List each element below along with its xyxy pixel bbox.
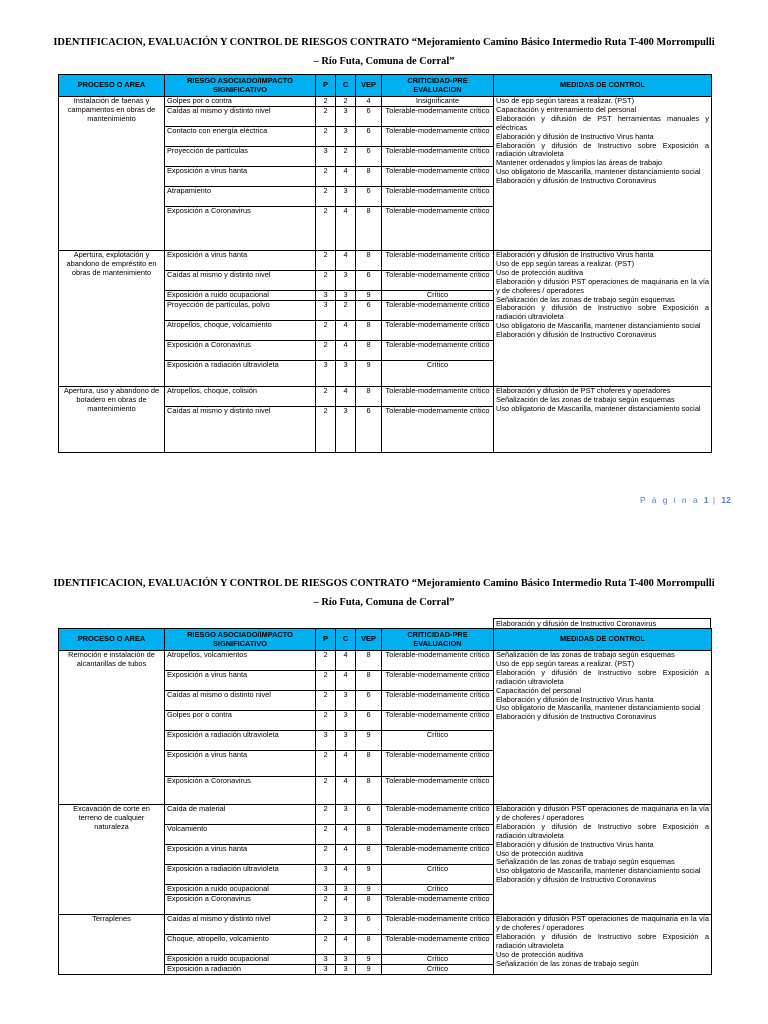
vep-cell: 6 bbox=[356, 691, 382, 711]
vep-cell: 9 bbox=[356, 291, 382, 301]
criticality-cell: Tolerable-modernamente crítico bbox=[382, 107, 494, 127]
criticality-cell: Tolerable-modernamente crítico bbox=[382, 895, 494, 915]
vep-cell: 9 bbox=[356, 865, 382, 885]
control-measures-cell bbox=[494, 251, 712, 387]
criticality-cell: Tolerable-modernamente crítico bbox=[382, 777, 494, 805]
c-cell: 4 bbox=[336, 341, 356, 361]
criticality-cell: Tolerable-modernamente crítico bbox=[382, 321, 494, 341]
p-cell: 2 bbox=[316, 651, 336, 671]
process-cell: Terraplenes bbox=[59, 915, 165, 975]
vep-cell: 6 bbox=[356, 407, 382, 453]
c-cell: 4 bbox=[336, 651, 356, 671]
risk-cell: Golpes por o contra bbox=[165, 711, 316, 731]
table-row bbox=[59, 387, 712, 407]
criticality-cell: Tolerable-modernamente crítico bbox=[382, 845, 494, 865]
page-number: P á g i n a 1 | 12 bbox=[640, 495, 731, 505]
risk-cell: Atrapamiento bbox=[165, 187, 316, 207]
header-c: C bbox=[336, 629, 356, 651]
control-measure: Uso de epp según tareas a realizar. (PST) bbox=[496, 658, 635, 668]
header-riesgo: RIESGO ASOCIADO/IMPACTO SIGNIFICATIVO bbox=[165, 75, 316, 97]
risk-cell: Atropellos, choque, volcamiento bbox=[165, 321, 316, 341]
control-measure: Elaboración y difusión de PST choferes y operadores bbox=[496, 386, 671, 395]
p-cell: 2 bbox=[316, 207, 336, 251]
criticality-cell: Tolerable-modernamente crítico bbox=[382, 825, 494, 845]
vep-cell: 9 bbox=[356, 731, 382, 751]
criticality-cell: Tolerable-modernamente crítico bbox=[382, 915, 494, 935]
c-cell: 4 bbox=[336, 751, 356, 777]
risk-cell: Caídas al mismo o distinto nivel bbox=[165, 691, 316, 711]
control-measure: Elaboración y difusión de Instructivo Coronavirus bbox=[496, 330, 657, 340]
table-row bbox=[59, 651, 712, 671]
control-measures-cell bbox=[494, 387, 712, 453]
control-measure: Elaboración y difusión PST operaciones de maquinaria en la vía y de choferes / operadores bbox=[496, 914, 709, 932]
control-measure: Elaboración y difusión de Instructivo Coronavirus bbox=[496, 176, 657, 186]
control-measure: Señalización de las zonas de trabajo según esquemas bbox=[496, 650, 675, 659]
p-cell: 2 bbox=[316, 167, 336, 187]
control-measure: Elaboración y difusión de Instructivo Virus hanta bbox=[496, 131, 654, 141]
p-cell: 2 bbox=[316, 915, 336, 935]
risk-cell: Caídas al mismo y distinto nivel bbox=[165, 407, 316, 453]
c-cell: 3 bbox=[336, 407, 356, 453]
process-cell: Remoción e instalación de alcantarillas de tubos bbox=[59, 651, 165, 805]
vep-cell: 8 bbox=[356, 341, 382, 361]
risk-cell: Atropellos, choque, colisión bbox=[165, 387, 316, 407]
vep-cell: 8 bbox=[356, 777, 382, 805]
p-cell: 3 bbox=[316, 291, 336, 301]
c-cell: 4 bbox=[336, 825, 356, 845]
header-p: P bbox=[316, 629, 336, 651]
p-cell: 3 bbox=[316, 885, 336, 895]
c-cell: 2 bbox=[336, 147, 356, 167]
c-cell: 3 bbox=[336, 271, 356, 291]
p-cell: 2 bbox=[316, 97, 336, 107]
title-line-1: IDENTIFICACION, EVALUACIÓN Y CONTROL DE RIESGOS CONTRATO “Mejoramiento Camino Básico Intermedio Ruta T-400 Morrompulli bbox=[53, 37, 715, 48]
p-cell: 3 bbox=[316, 301, 336, 321]
control-measures-cell bbox=[494, 97, 712, 251]
risk-cell: Exposición a radiación ultravioleta bbox=[165, 361, 316, 387]
p-cell: 2 bbox=[316, 671, 336, 691]
control-measure: Capacitación del personal bbox=[496, 685, 582, 695]
control-measures-cell bbox=[494, 915, 712, 975]
criticality-cell: Tolerable-modernamente crítico bbox=[382, 751, 494, 777]
risk-cell: Volcamiento bbox=[165, 825, 316, 845]
header-proceso: PROCESO O AREA bbox=[59, 75, 165, 97]
control-measure: Señalización de las zonas de trabajo según bbox=[496, 958, 639, 968]
c-cell: 3 bbox=[336, 291, 356, 301]
control-measure: Capacitación y entrenamiento del personal bbox=[496, 104, 637, 114]
header-c: C bbox=[336, 75, 356, 97]
process-cell: Excavación de corte en terreno de cualquier naturaleza bbox=[59, 805, 165, 915]
risk-cell: Exposición a Coronavirus bbox=[165, 341, 316, 361]
vep-cell: 9 bbox=[356, 955, 382, 965]
p-cell: 3 bbox=[316, 865, 336, 885]
control-measure: Uso obligatorio de Mascarilla, mantener distanciamiento social bbox=[496, 403, 701, 413]
c-cell: 4 bbox=[336, 207, 356, 251]
risk-cell: Caídas al mismo y distinto nivel bbox=[165, 915, 316, 935]
header-vep: VEP bbox=[356, 629, 382, 651]
control-measure: Elaboración y difusión PST operaciones de maquinaria en la vía y de choferes / operadores bbox=[496, 804, 709, 822]
risk-cell: Caída de material bbox=[165, 805, 316, 825]
p-cell: 2 bbox=[316, 935, 336, 955]
c-cell: 2 bbox=[336, 97, 356, 107]
risk-table-page-2 bbox=[58, 628, 712, 975]
process-cell: Instalación de faenas y campamentos en obras de mantenimiento bbox=[59, 97, 165, 251]
p-cell: 3 bbox=[316, 731, 336, 751]
control-measure: Uso obligatorio de Mascarilla, mantener distanciamiento social bbox=[496, 866, 701, 876]
control-measure: Uso obligatorio de Mascarilla, mantener distanciamiento social bbox=[496, 703, 701, 713]
vep-cell: 8 bbox=[356, 825, 382, 845]
criticality-cell: Tolerable-modernamente crítico bbox=[382, 691, 494, 711]
header-medidas: MEDIDAS DE CONTROL bbox=[494, 629, 712, 651]
table-row bbox=[59, 805, 712, 825]
control-measure: Uso de protección auditiva bbox=[496, 267, 584, 277]
risk-cell: Exposición a radiación ultravioleta bbox=[165, 865, 316, 885]
c-cell: 4 bbox=[336, 777, 356, 805]
criticality-cell: Crítico bbox=[382, 731, 494, 751]
control-measures-cell bbox=[494, 805, 712, 915]
header-p: P bbox=[316, 75, 336, 97]
vep-cell: 8 bbox=[356, 751, 382, 777]
vep-cell: 6 bbox=[356, 107, 382, 127]
c-cell: 3 bbox=[336, 805, 356, 825]
control-measure: Elaboración y difusión de Instructivo Coronavirus bbox=[496, 875, 657, 885]
p-cell: 2 bbox=[316, 691, 336, 711]
c-cell: 4 bbox=[336, 845, 356, 865]
document-title-2 bbox=[20, 574, 748, 612]
control-measure: Señalización de las zonas de trabajo según esquemas bbox=[496, 294, 675, 304]
c-cell: 3 bbox=[336, 965, 356, 975]
risk-cell: Atropellos, volcamientos bbox=[165, 651, 316, 671]
p-cell: 2 bbox=[316, 387, 336, 407]
criticality-cell: Tolerable-modernamente crítico bbox=[382, 407, 494, 453]
c-cell: 4 bbox=[336, 895, 356, 915]
vep-cell: 8 bbox=[356, 651, 382, 671]
control-measures-cell bbox=[494, 651, 712, 805]
p-cell: 2 bbox=[316, 407, 336, 453]
vep-cell: 9 bbox=[356, 885, 382, 895]
p-cell: 3 bbox=[316, 955, 336, 965]
c-cell: 3 bbox=[336, 955, 356, 965]
c-cell: 3 bbox=[336, 731, 356, 751]
table-row bbox=[59, 915, 712, 935]
criticality-cell: Tolerable-modernamente crítico bbox=[382, 711, 494, 731]
table-row bbox=[59, 97, 712, 107]
risk-table-page-1 bbox=[58, 74, 712, 453]
p-cell: 2 bbox=[316, 895, 336, 915]
criticality-cell: Crítico bbox=[382, 291, 494, 301]
criticality-cell: Crítico bbox=[382, 885, 494, 895]
header-criticidad: CRITICIDAD-PRE EVALUACION bbox=[382, 629, 494, 651]
control-measure: Elaboración y difusión de PST herramientas manuales y eléctricas bbox=[496, 113, 709, 132]
criticality-cell: Insignificante bbox=[382, 97, 494, 107]
risk-cell: Proyección de partículas bbox=[165, 147, 316, 167]
risk-cell: Exposición a radiación bbox=[165, 965, 316, 975]
risk-cell: Exposición a ruido ocupacional bbox=[165, 291, 316, 301]
criticality-cell: Tolerable-modernamente crítico bbox=[382, 207, 494, 251]
risk-cell: Exposición a Coronavirus bbox=[165, 777, 316, 805]
p-cell: 2 bbox=[316, 845, 336, 865]
c-cell: 3 bbox=[336, 361, 356, 387]
vep-cell: 6 bbox=[356, 915, 382, 935]
risk-cell: Caídas al mismo y distinto nivel bbox=[165, 271, 316, 291]
control-measure: Uso de epp según tareas a realizar. (PST) bbox=[496, 258, 635, 268]
p-cell: 3 bbox=[316, 965, 336, 975]
control-measure: Uso de epp según tareas a realizar. (PST) bbox=[496, 96, 635, 105]
risk-cell: Exposición a Coronavirus bbox=[165, 895, 316, 915]
risk-cell: Exposición a radiación ultravioleta bbox=[165, 731, 316, 751]
table-row bbox=[59, 251, 712, 271]
c-cell: 4 bbox=[336, 321, 356, 341]
risk-cell: Proyección de partículas, polvo bbox=[165, 301, 316, 321]
criticality-cell: Tolerable-modernamente crítico bbox=[382, 805, 494, 825]
criticality-cell: Crítico bbox=[382, 965, 494, 975]
header-riesgo: RIESGO ASOCIADO/IMPACTO SIGNIFICATIVO bbox=[165, 629, 316, 651]
control-measure: Elaboración y difusión de Instructivo sobre Exposición a radiación ultravioleta bbox=[496, 667, 709, 686]
c-cell: 4 bbox=[336, 935, 356, 955]
p-cell: 2 bbox=[316, 187, 336, 207]
risk-cell: Exposición a virus hanta bbox=[165, 167, 316, 187]
risk-cell: Exposición a ruido ocupacional bbox=[165, 955, 316, 965]
p-cell: 2 bbox=[316, 127, 336, 147]
c-cell: 4 bbox=[336, 167, 356, 187]
criticality-cell: Tolerable-modernamente crítico bbox=[382, 935, 494, 955]
control-measure: Uso de protección auditiva bbox=[496, 949, 584, 959]
header-criticidad: CRITICIDAD-PRE EVALUACION bbox=[382, 75, 494, 97]
vep-cell: 9 bbox=[356, 361, 382, 387]
c-cell: 3 bbox=[336, 187, 356, 207]
control-measure: Elaboración y difusión de Instructivo Coronavirus bbox=[496, 712, 657, 722]
c-cell: 3 bbox=[336, 127, 356, 147]
c-cell: 3 bbox=[336, 915, 356, 935]
control-measure: Señalización de las zonas de trabajo según esquemas bbox=[496, 394, 675, 404]
risk-cell: Exposición a virus hanta bbox=[165, 845, 316, 865]
risk-cell: Caídas al mismo y distinto nivel bbox=[165, 107, 316, 127]
vep-cell: 4 bbox=[356, 97, 382, 107]
vep-cell: 8 bbox=[356, 845, 382, 865]
vep-cell: 8 bbox=[356, 167, 382, 187]
vep-cell: 8 bbox=[356, 935, 382, 955]
p-cell: 3 bbox=[316, 147, 336, 167]
control-measure: Elaboración y difusión PST operaciones de maquinaria en la vía y de choferes / operadores bbox=[496, 276, 709, 295]
p-cell: 2 bbox=[316, 751, 336, 777]
control-measure: Elaboración y difusión de Instructivo Virus hanta bbox=[496, 839, 654, 849]
criticality-cell: Tolerable-modernamente crítico bbox=[382, 301, 494, 321]
criticality-cell: Crítico bbox=[382, 361, 494, 387]
vep-cell: 8 bbox=[356, 387, 382, 407]
p-cell: 2 bbox=[316, 777, 336, 805]
risk-cell: Exposición a Coronavirus bbox=[165, 207, 316, 251]
p-cell: 2 bbox=[316, 107, 336, 127]
criticality-cell: Tolerable-modernamente crítico bbox=[382, 387, 494, 407]
criticality-cell: Crítico bbox=[382, 955, 494, 965]
title-line-1: IDENTIFICACION, EVALUACIÓN Y CONTROL DE RIESGOS CONTRATO “Mejoramiento Camino Básico Intermedio Ruta T-400 Morrompulli bbox=[53, 578, 715, 589]
vep-cell: 6 bbox=[356, 187, 382, 207]
vep-cell: 8 bbox=[356, 321, 382, 341]
control-measure: Mantener ordenados y limpios las áreas de trabajo bbox=[496, 158, 662, 168]
criticality-cell: Tolerable-modernamente crítico bbox=[382, 147, 494, 167]
p-cell: 3 bbox=[316, 361, 336, 387]
title-line-2: – Río Futa, Comuna de Corral” bbox=[313, 56, 455, 67]
vep-cell: 6 bbox=[356, 805, 382, 825]
control-measure: Uso de protección auditiva bbox=[496, 848, 584, 858]
process-cell: Apertura, explotación y abandono de empréstito en obras de mantenimiento bbox=[59, 251, 165, 387]
c-cell: 2 bbox=[336, 301, 356, 321]
risk-cell: Exposición a virus hanta bbox=[165, 251, 316, 271]
p-cell: 2 bbox=[316, 321, 336, 341]
vep-cell: 8 bbox=[356, 671, 382, 691]
c-cell: 3 bbox=[336, 711, 356, 731]
risk-cell: Contacto con energía eléctrica bbox=[165, 127, 316, 147]
criticality-cell: Tolerable-modernamente crítico bbox=[382, 271, 494, 291]
c-cell: 4 bbox=[336, 251, 356, 271]
c-cell: 3 bbox=[336, 107, 356, 127]
c-cell: 4 bbox=[336, 865, 356, 885]
control-measure: Elaboración y difusión de Instructivo sobre Exposición a radiación ultravioleta bbox=[496, 821, 709, 840]
p-cell: 2 bbox=[316, 341, 336, 361]
c-cell: 4 bbox=[336, 671, 356, 691]
header-medidas: MEDIDAS DE CONTROL bbox=[494, 75, 712, 97]
vep-cell: 6 bbox=[356, 301, 382, 321]
header-vep: VEP bbox=[356, 75, 382, 97]
criticality-cell: Tolerable-modernamente crítico bbox=[382, 651, 494, 671]
criticality-cell: Tolerable-modernamente crítico bbox=[382, 167, 494, 187]
vep-cell: 6 bbox=[356, 271, 382, 291]
risk-cell: Exposición a virus hanta bbox=[165, 751, 316, 777]
p-cell: 2 bbox=[316, 805, 336, 825]
control-measure: Elaboración y difusión de Instructivo sobre Exposición a radiación ultravioleta bbox=[496, 931, 709, 950]
risk-cell: Choque, atropello, volcamiento bbox=[165, 935, 316, 955]
c-cell: 3 bbox=[336, 691, 356, 711]
vep-cell: 8 bbox=[356, 895, 382, 915]
vep-cell: 8 bbox=[356, 207, 382, 251]
title-line-2: – Río Futa, Comuna de Corral” bbox=[313, 597, 455, 608]
p-cell: 2 bbox=[316, 825, 336, 845]
criticality-cell: Tolerable-modernamente crítico bbox=[382, 187, 494, 207]
criticality-cell: Tolerable-modernamente crítico bbox=[382, 127, 494, 147]
p-cell: 2 bbox=[316, 711, 336, 731]
document-title bbox=[20, 33, 748, 71]
control-measure: Señalización de las zonas de trabajo según esquemas bbox=[496, 857, 675, 867]
control-measure: Elaboración y difusión de Instructivo Virus hanta bbox=[496, 694, 654, 704]
control-measure: Elaboración y difusión de Instructivo sobre Exposición a radiación ultravioleta bbox=[496, 303, 709, 322]
control-measure: Uso obligatorio de Mascarilla, mantener distanciamiento social bbox=[496, 167, 701, 177]
risk-cell: Exposición a virus hanta bbox=[165, 671, 316, 691]
criticality-cell: Crítico bbox=[382, 865, 494, 885]
process-cell: Apertura, uso y abandono de botadero en obras de mantenimiento bbox=[59, 387, 165, 453]
control-measure: Uso obligatorio de Mascarilla, mantener distanciamiento social bbox=[496, 321, 701, 331]
c-cell: 3 bbox=[336, 885, 356, 895]
control-measure: Elaboración y difusión de Instructivo Virus hanta bbox=[496, 250, 654, 259]
criticality-cell: Tolerable-modernamente crítico bbox=[382, 251, 494, 271]
vep-cell: 9 bbox=[356, 965, 382, 975]
carryover-cell: Elaboración y difusión de Instructivo Coronavirus bbox=[493, 618, 711, 628]
p-cell: 2 bbox=[316, 251, 336, 271]
control-measure: Elaboración y difusión de Instructivo sobre Exposición a radiación ultravioleta bbox=[496, 140, 709, 159]
c-cell: 4 bbox=[336, 387, 356, 407]
p-cell: 2 bbox=[316, 271, 336, 291]
vep-cell: 6 bbox=[356, 127, 382, 147]
criticality-cell: Tolerable-modernamente crítico bbox=[382, 671, 494, 691]
vep-cell: 6 bbox=[356, 147, 382, 167]
vep-cell: 8 bbox=[356, 251, 382, 271]
vep-cell: 6 bbox=[356, 711, 382, 731]
risk-cell: Golpes por o contra bbox=[165, 97, 316, 107]
header-proceso: PROCESO O AREA bbox=[59, 629, 165, 651]
criticality-cell: Tolerable-modernamente crítico bbox=[382, 341, 494, 361]
risk-cell: Exposición a ruido ocupacional bbox=[165, 885, 316, 895]
